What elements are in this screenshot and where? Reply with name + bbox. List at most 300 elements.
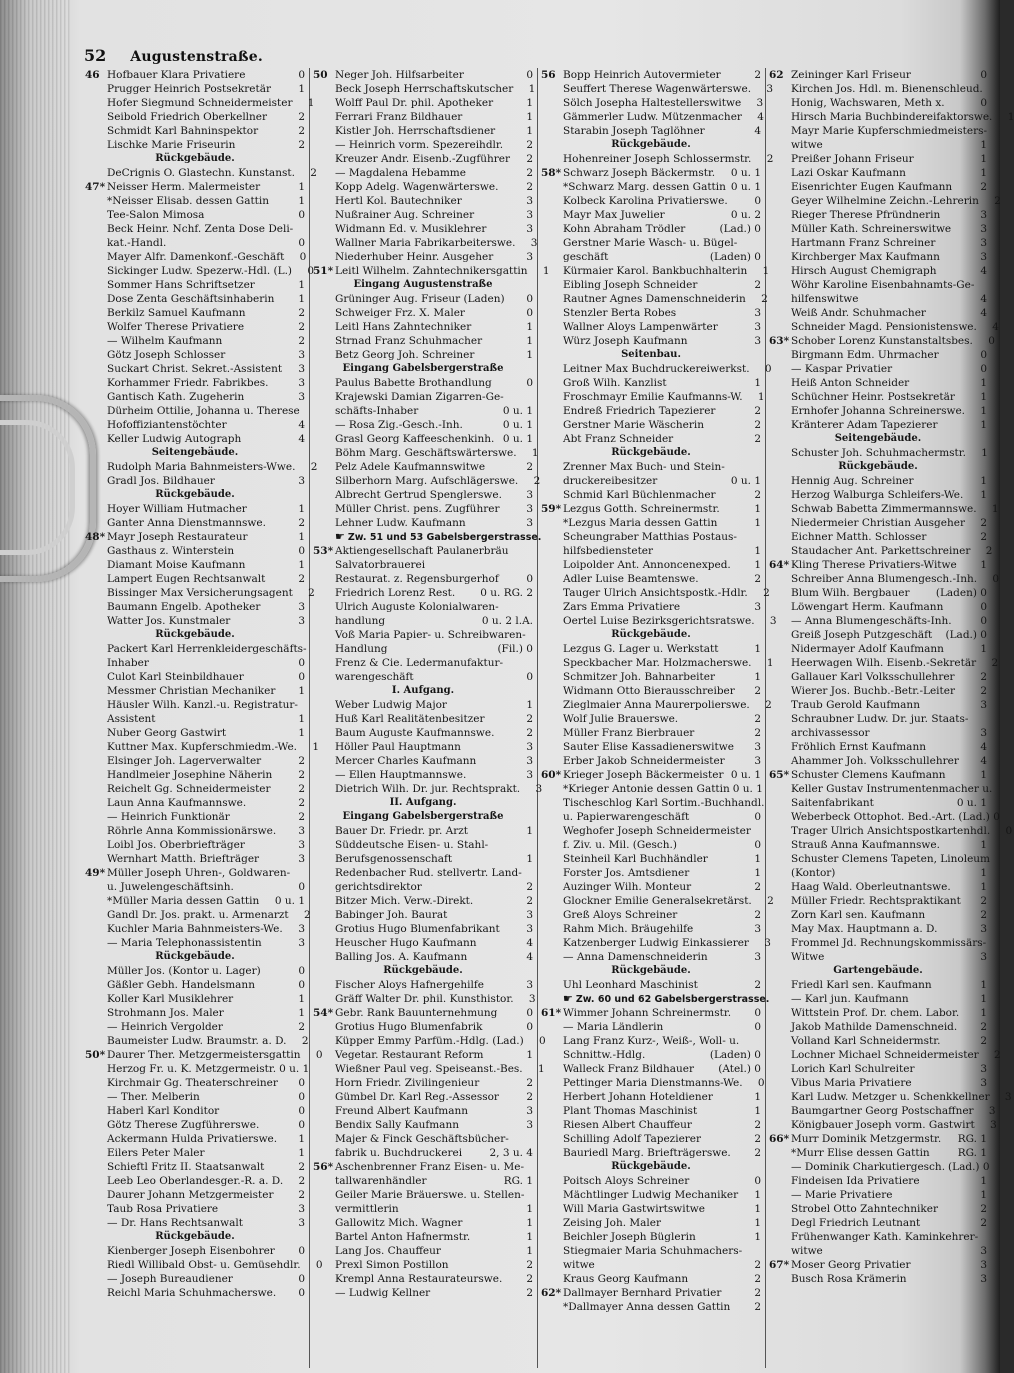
resident-name: Greiß Joseph Putzgeschäft [791, 629, 933, 641]
directory-entry [313, 950, 533, 964]
resident-name: Birgmann Edm. Uhrmacher [791, 349, 939, 361]
page-gutter [0, 0, 70, 1373]
section-label: Rückgebäude. [155, 489, 235, 500]
resident-name: Gradl Jos. Bildhauer [107, 475, 215, 487]
floor-number: 3 [756, 97, 764, 109]
directory-entry [541, 810, 761, 824]
resident-name: Oertel Luise Bezirksgerichtsratswe. [563, 615, 755, 627]
directory-entry [313, 1286, 533, 1300]
resident-name: May Max. Hauptmann a. D. [791, 923, 938, 935]
floor-number: 3 [980, 699, 987, 711]
floor-number: 3 [980, 251, 987, 263]
directory-entry [769, 1118, 997, 1132]
resident-name: Herzog Fr. u. K. Metzgermeistr. [107, 1063, 277, 1075]
floor-number: 2 [298, 783, 305, 795]
resident-name: Gämmerler Ludw. Mützenmacher [563, 111, 742, 123]
directory-entry [85, 222, 305, 236]
floor-number: 2 [980, 685, 987, 697]
floor-number: 2 [980, 1217, 987, 1229]
directory-entry [541, 320, 761, 334]
directory-entry [769, 1188, 987, 1202]
section-heading [541, 628, 761, 642]
section-label: Rückgebäude. [155, 1231, 235, 1242]
resident-name: — Maria Ländlerin [563, 1021, 664, 1033]
resident-name: Neger Joh. Hilfsarbeiter [335, 69, 464, 81]
resident-name: *Lezgus Maria dessen Gattin [563, 517, 718, 529]
resident-name: Gerstner Marie Wasch- u. Bügel- [563, 237, 738, 249]
directory-entry [769, 502, 999, 516]
floor-number: 3 [766, 83, 774, 95]
floor-number: 2 [765, 699, 772, 711]
resident-name: Kränterer Adam Tapezierer [791, 419, 938, 431]
floor-number: 2 [526, 461, 533, 473]
floor-number: 3 [754, 601, 761, 613]
directory-entry [85, 656, 305, 670]
directory-entry [85, 978, 305, 992]
resident-name: Salvatorbrauerei [335, 559, 426, 571]
floor-number: 1 [762, 265, 770, 277]
floor-number: 4 [992, 321, 999, 333]
resident-name: Betz Georg Joh. Schreiner [335, 349, 475, 361]
floor-number: 2 [526, 1091, 533, 1103]
section-heading [85, 950, 305, 964]
directory-entry [313, 754, 533, 768]
directory-entry [85, 166, 317, 180]
resident-name: Walleck Franz Bildhauer [563, 1063, 695, 1075]
floor-number: 1 [754, 377, 761, 389]
resident-name: Hertl Kol. Bautechniker [335, 195, 462, 207]
directory-entry [541, 166, 761, 180]
directory-entry [85, 530, 305, 544]
section-heading [85, 1230, 305, 1244]
floor-number: 0 u. 1 [502, 405, 533, 417]
directory-entry [769, 544, 993, 558]
directory-entry [85, 208, 305, 222]
resident-name: Scheungraber Matthias Postaus- [563, 531, 737, 543]
resident-name: Dose Zenta Geschäftsinhaberin [107, 293, 275, 305]
directory-entry [541, 530, 761, 544]
resident-name: Schwab Babetta Zimmermannswe. [791, 503, 977, 515]
floor-number: 3 [754, 335, 761, 347]
floor-number: 1 [980, 391, 987, 403]
resident-name: Katzenberger Ludwig Einkassierer [563, 937, 749, 949]
floor-number: 2 [298, 1021, 305, 1033]
floor-number: 2 [298, 811, 305, 823]
directory-entry [85, 698, 305, 712]
directory-entry [85, 572, 305, 586]
floor-number: 3 [298, 1203, 305, 1215]
directory-entry [541, 460, 761, 474]
floor-number: 3 [754, 923, 761, 935]
resident-name: Rudolph Maria Bahnmeisters-Wwe. [107, 461, 296, 473]
resident-name: Aktiengesellschaft Paulanerbräu [335, 545, 509, 557]
directory-entry [769, 334, 995, 348]
floor-number: 3 [980, 1273, 987, 1285]
resident-name: Schuster Clemens Kaufmann [791, 769, 946, 781]
section-label: Eingang Gabelsbergerstraße [342, 363, 504, 374]
resident-name: Seibold Friedrich Oberkellner [107, 111, 268, 123]
directory-entry [313, 1020, 533, 1034]
floor-number: 2 [980, 671, 987, 683]
page-number: 52 [84, 46, 107, 65]
house-number: 54* [313, 1007, 334, 1019]
floor-number: 0 u. 1 [502, 419, 533, 431]
directory-entry [769, 1230, 987, 1244]
directory-entry [769, 922, 987, 936]
floor-number: 2 [298, 125, 305, 137]
floor-number: 3 [980, 1259, 987, 1271]
directory-entry [313, 320, 533, 334]
house-number: 49* [85, 867, 106, 879]
resident-name: Hoyer William Hutmacher [107, 503, 247, 515]
resident-name: Wolfer Therese Privatiere [107, 321, 245, 333]
floor-number: 0 [526, 307, 533, 319]
floor-number: 1 [531, 447, 539, 459]
directory-entry [769, 362, 987, 376]
resident-name: — Dr. Hans Rechtsanwalt [107, 1217, 243, 1229]
directory-entry [769, 166, 987, 180]
resident-name: — Ellen Hauptmannswe. [335, 769, 467, 781]
directory-entry [313, 306, 533, 320]
floor-number: 2 [754, 1301, 761, 1313]
resident-name: Nuber Georg Gastwirt [107, 727, 227, 739]
directory-entry [313, 670, 533, 684]
directory-column-4 [766, 68, 1014, 1368]
directory-entry [541, 264, 770, 278]
floor-number: 1 [980, 419, 987, 431]
directory-entry [85, 194, 305, 208]
resident-name: Berkilz Samuel Kaufmann [107, 307, 246, 319]
resident-name: Kuchler Maria Bahnmeisters-We. [107, 923, 283, 935]
house-number: 66* [769, 1133, 790, 1145]
floor-number: 1 [298, 1147, 305, 1159]
resident-name: Froschmayr Emilie Kaufmanns-W. [563, 391, 743, 403]
directory-entry [313, 1062, 545, 1076]
directory-entry [769, 1272, 987, 1286]
directory-entry [313, 124, 533, 138]
floor-number: 0 u. 1 [730, 769, 761, 781]
directory-entry [769, 1062, 987, 1076]
section-label: Seitengebäude. [834, 433, 922, 444]
resident-name: Sölch Josepha Haltestellerswitwe [563, 97, 742, 109]
directory-entry [769, 208, 987, 222]
directory-entry [541, 110, 764, 124]
floor-number: 0 [526, 1021, 533, 1033]
section-heading [85, 446, 305, 460]
directory-entry [769, 138, 987, 152]
floor-number: 1 [1007, 111, 1014, 123]
directory-entry [541, 1020, 761, 1034]
resident-name: Müller Joseph Uhren-, Goldwaren- [107, 867, 291, 879]
resident-name: Zars Emma Privatiere [563, 601, 681, 613]
resident-name: Widmann Otto Bierausschreiber [563, 685, 735, 697]
directory-entry [85, 1272, 305, 1286]
resident-name: Paulus Babette Brothandlung [335, 377, 492, 389]
floor-number: 1 [991, 503, 999, 515]
directory-entry [85, 936, 305, 950]
floor-number: 3 [764, 937, 771, 949]
floor-number: 3 [526, 1105, 533, 1117]
directory-entry [85, 1216, 305, 1230]
floor-number: 0 u. 1 [279, 1063, 310, 1075]
directory-entry [85, 110, 305, 124]
directory-entry [769, 1146, 987, 1160]
directory-entry [85, 1146, 305, 1160]
directory-entry [85, 68, 305, 82]
section-label: II. Aufgang. [389, 797, 457, 808]
resident-name: *Müller Maria dessen Gattin [107, 895, 260, 907]
directory-entry [313, 1146, 533, 1160]
resident-name: Schneider Magd. Pensionistenswe. [791, 321, 977, 333]
house-number: 48* [85, 531, 106, 543]
resident-name: Kling Therese Privatiers-Witwe [791, 559, 957, 571]
directory-entry [85, 292, 305, 306]
directory-entry [541, 292, 768, 306]
directory-entry [313, 292, 533, 306]
directory-entry [541, 306, 761, 320]
floor-number: 0 [754, 1021, 761, 1033]
floor-number: 1 [980, 475, 987, 487]
house-number: 56* [313, 1161, 334, 1173]
resident-name: fabrik u. Buchdruckerei [335, 1147, 463, 1159]
resident-name: Röhrle Anna Kommissionärswe. [107, 825, 277, 837]
resident-name: Stiegmaier Maria Schuhmachers- [563, 1245, 743, 1257]
resident-name: — Dominik Charkutiergesch. [791, 1161, 946, 1173]
directory-entry [769, 124, 987, 138]
directory-entry [769, 1104, 996, 1118]
page-header [84, 46, 263, 65]
resident-name: Leitl Wilhelm. Zahntechnikersgattin [335, 265, 528, 277]
directory-entry [769, 236, 987, 250]
resident-name: Baumann Engelb. Apotheker [107, 601, 261, 613]
directory-entry [769, 1076, 987, 1090]
directory-entry [85, 1258, 323, 1272]
directory-entry [313, 936, 533, 950]
floor-number: 0 u. 1 [732, 783, 763, 795]
resident-name: Kopp Adelg. Wagenwärterswe. [335, 181, 499, 193]
resident-name: gerichtsdirektor [335, 881, 422, 893]
directory-entry [541, 1118, 761, 1132]
resident-name: ☛ Zw. 51 und 53 Gabelsbergerstrasse. [335, 530, 542, 543]
directory-entry [541, 978, 761, 992]
resident-name: Gäßler Gebh. Handelsmann [107, 979, 255, 991]
resident-name: Degl Friedrich Leutnant [791, 1217, 921, 1229]
directory-entry [313, 852, 533, 866]
house-number: 50 [313, 69, 328, 81]
directory-entry [313, 824, 533, 838]
resident-name: Götz Therese Zugführerswe. [107, 1119, 260, 1131]
floor-number: 3 [980, 223, 987, 235]
floor-number: 2 [298, 769, 305, 781]
resident-name: Pelz Adele Kaufmannswitwe [335, 461, 486, 473]
directory-entry [313, 614, 533, 628]
resident-name: Zrenner Max Buch- und Stein- [563, 461, 725, 473]
resident-name: Lischke Marie Friseurin [107, 139, 236, 151]
directory-entry [541, 1146, 761, 1160]
directory-entry [313, 726, 533, 740]
resident-name: *Neisser Elisab. dessen Gattin [107, 195, 270, 207]
directory-entry [769, 1034, 987, 1048]
floor-number: 2 [526, 1077, 533, 1089]
floor-number: 0 [980, 69, 987, 81]
resident-name: *Krieger Antonie dessen Gattin [563, 783, 730, 795]
floor-number: 0 [298, 1077, 305, 1089]
floor-number: (Laden) 0 [935, 587, 987, 599]
floor-number: 3 [980, 923, 987, 935]
resident-name: Lezgus Gotth. Schreinermstr. [563, 503, 720, 515]
floor-number: 3 [526, 489, 533, 501]
resident-name: Hirsch Maria Buchbindereifaktorswe. [791, 111, 993, 123]
directory-entry [85, 334, 305, 348]
directory-entry [769, 628, 987, 642]
resident-name: Lampert Eugen Rechtsanwalt [107, 573, 266, 585]
floor-number: 0 [754, 839, 761, 851]
floor-number: 3 [990, 1119, 997, 1131]
directory-entry [313, 922, 533, 936]
floor-number: 3 [980, 727, 987, 739]
floor-number: 2 [754, 685, 761, 697]
resident-name: witwe [563, 1259, 595, 1271]
directory-entry [313, 502, 533, 516]
resident-name: Murr Dominik Metzgermstr. [791, 1133, 942, 1145]
resident-name: Taub Rosa Privatiere [107, 1203, 219, 1215]
floor-number: 2 [763, 587, 770, 599]
floor-number: 0 u. 1 [730, 475, 761, 487]
directory-entry [85, 1006, 305, 1020]
floor-number: 1 [298, 559, 305, 571]
resident-name: Lorich Karl Schulreiter [791, 1063, 915, 1075]
resident-name: Hartmann Franz Schreiner [791, 237, 936, 249]
floor-number: 2 [526, 727, 533, 739]
resident-name: Schmid Karl Büchlenmacher [563, 489, 716, 501]
directory-entry [769, 222, 987, 236]
resident-name: Laun Anna Kaufmannswe. [107, 797, 247, 809]
directory-entry [541, 908, 761, 922]
directory-entry [541, 1244, 761, 1258]
resident-name: Starabin Joseph Taglöhner [563, 125, 705, 137]
directory-entry [313, 740, 533, 754]
floor-number: 3 [526, 1119, 533, 1131]
floor-number: 0 [526, 1007, 533, 1019]
floor-number: 1 [754, 643, 761, 655]
floor-number: 3 [298, 923, 305, 935]
floor-number: 1 [526, 1231, 533, 1243]
resident-name: Voß Maria Papier- u. Schreibwaren- [335, 629, 526, 641]
floor-number: 3 [526, 923, 533, 935]
floor-number: 0 [757, 1077, 765, 1089]
resident-name: Kistler Joh. Herrschaftsdiener [335, 125, 496, 137]
floor-number: 3 [298, 601, 305, 613]
resident-name: Eichner Matth. Schlosser [791, 531, 927, 543]
resident-name: Herbert Johann Hoteldiener [563, 1091, 713, 1103]
directory-entry [313, 376, 533, 390]
floor-number: 2 [526, 167, 533, 179]
directory-entry [541, 278, 761, 292]
resident-name: Wießner Paul veg. Speiseanst.-Bes. [335, 1063, 523, 1075]
resident-name: Aschenbrenner Franz Eisen- u. Me- [335, 1161, 525, 1173]
directory-entry [541, 362, 772, 376]
floor-number: 1 [526, 335, 533, 347]
resident-name: Mayer Alfr. Damenkonf.-Geschäft [107, 251, 285, 263]
resident-name: Schuster Joh. Schuhmachermstr. [791, 447, 966, 459]
house-number: 61* [541, 1007, 562, 1019]
directory-entry [313, 1230, 533, 1244]
floor-number: 2 [298, 111, 305, 123]
directory-entry [769, 488, 987, 502]
directory-entry [85, 236, 305, 250]
floor-number: 2 [754, 713, 761, 725]
floor-number: 0 [298, 657, 305, 669]
directory-entry [85, 348, 305, 362]
resident-name: Gallowitz Mich. Wagner [335, 1217, 463, 1229]
floor-number: 3 [535, 783, 543, 795]
resident-name: Culot Karl Steinbildhauer [107, 671, 244, 683]
directory-entry [85, 726, 305, 740]
floor-number: 2 [298, 797, 305, 809]
resident-name: druckereibesitzer [563, 475, 658, 487]
floor-number: 0 u. 1 [274, 895, 305, 907]
resident-name: Ernhofer Johanna Schreinerswe. [791, 405, 966, 417]
resident-name: Grasl Georg Kaffeeschenkinh. [335, 433, 495, 445]
directory-entry [541, 586, 770, 600]
resident-name: — Wilhelm Kaufmann [107, 335, 223, 347]
directory-entry [85, 502, 305, 516]
resident-name: Müller Christ. pens. Zugführer [335, 503, 500, 515]
directory-entry [313, 446, 539, 460]
floor-number: 1 [980, 489, 987, 501]
directory-entry [769, 838, 987, 852]
resident-name: Leitl Hans Zahntechniker [335, 321, 472, 333]
resident-name: Gandl Dr. Jos. prakt. u. Armenarzt [107, 909, 289, 921]
resident-name: Kienberger Joseph Eisenbohrer [107, 1245, 275, 1257]
directory-entry [769, 754, 987, 768]
directory-entry [769, 1006, 987, 1020]
floor-number: 3 [298, 825, 305, 837]
directory-entry [313, 334, 533, 348]
resident-name: Wernhart Matth. Briefträger [107, 853, 260, 865]
section-label: Eingang Augustenstraße [353, 279, 493, 290]
floor-number: 1 [980, 993, 987, 1005]
floor-number: 2 [980, 1035, 987, 1047]
directory-entry [769, 264, 987, 278]
floor-number: 1 [754, 1091, 761, 1103]
floor-number: 1 [526, 349, 533, 361]
directory-entry [85, 558, 305, 572]
resident-name: Uhl Leonhard Maschinist [563, 979, 698, 991]
directory-entry [769, 110, 1014, 124]
resident-name: Götz Joseph Schlosser [107, 349, 226, 361]
floor-number: 2 [298, 321, 305, 333]
floor-number: 1 [980, 405, 988, 417]
resident-name: Busch Rosa Krämerin [791, 1273, 907, 1285]
directory-entry [541, 1048, 761, 1062]
resident-name: u. Papierwarengeschäft [563, 811, 690, 823]
directory-entry [85, 740, 320, 754]
section-label: Rückgebäude. [611, 1161, 691, 1172]
directory-entry [313, 1090, 533, 1104]
directory-entry [769, 824, 1013, 838]
directory-entry [85, 880, 305, 894]
directory-entry [85, 782, 305, 796]
floor-number: 1 [542, 265, 550, 277]
resident-name: Riesen Albert Chauffeur [563, 1119, 692, 1131]
floor-number: RG. 1 [503, 1175, 533, 1187]
directory-entry [541, 544, 761, 558]
directory-entry [769, 96, 987, 110]
floor-number: 0 [298, 545, 305, 557]
resident-name: Redenbacher Rud. stellvertr. Land- [335, 867, 522, 879]
resident-name: Packert Karl Herrenkleidergeschäfts- [107, 643, 307, 655]
